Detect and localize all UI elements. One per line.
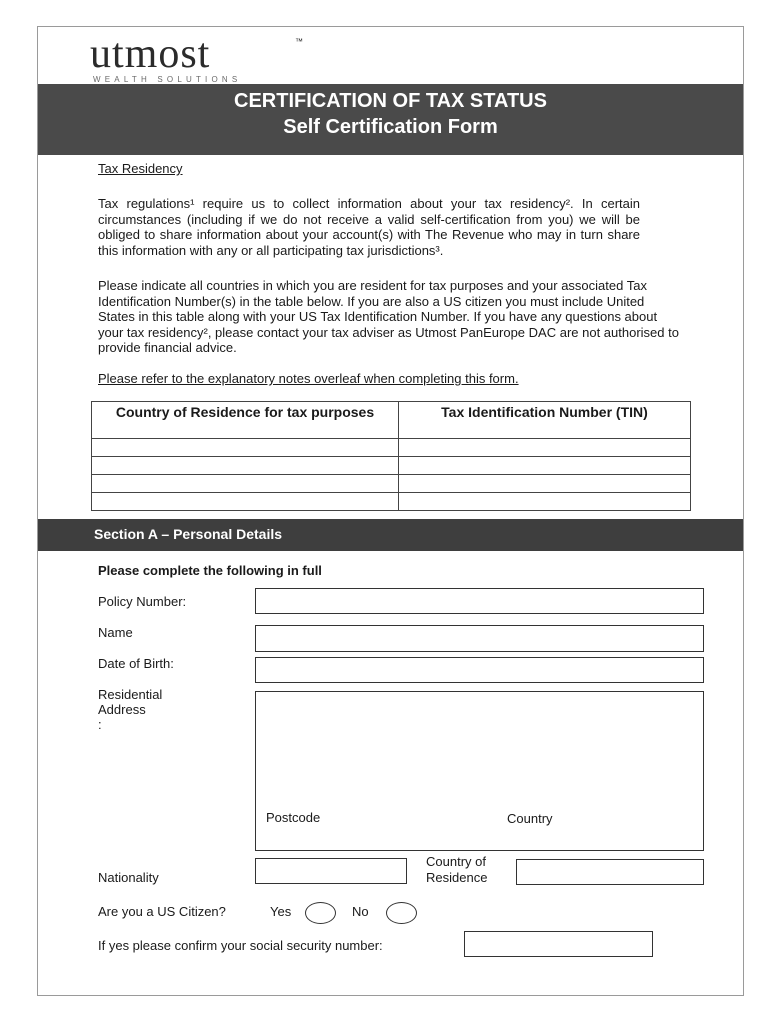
tin-cell[interactable] (399, 457, 691, 475)
instruction-text: Please complete the following in full (98, 563, 322, 578)
country-cell[interactable] (92, 493, 399, 511)
ssn-field[interactable] (464, 931, 653, 957)
table-row (92, 475, 691, 493)
address-label-line-3: : (98, 717, 102, 732)
policy-number-label: Policy Number: (98, 594, 187, 609)
tin-cell[interactable] (399, 475, 691, 493)
section-a-banner (38, 519, 743, 551)
residential-address-label (98, 687, 162, 732)
postcode-label: Postcode (266, 810, 321, 825)
residential-address-field[interactable] (255, 691, 704, 851)
logo-trademark: ™ (295, 37, 303, 46)
yes-label: Yes (270, 904, 292, 919)
country-cell[interactable] (92, 457, 399, 475)
table-row (92, 457, 691, 475)
form-subtitle: Self Certification Form (283, 116, 498, 138)
us-citizen-question: Are you a US Citizen? (98, 904, 226, 919)
col-country-of-residence: Country of Residence for tax purposes (92, 402, 399, 439)
tax-residency-paragraph-2: Please indicate all countries in which you are resident for tax purposes and your associated Tax Identification Number(s) in the table below. If you are also a US citizen you must include United States in this table along with your US Tax Identification Number. If you have any questions about your tax residency², please contact your tax adviser as Utmost PanEurope DAC are not authorised to provide financial advice. (98, 278, 679, 355)
title-banner (38, 84, 743, 155)
explanatory-notes-link: Please refer to the explanatory notes overleaf when completing this form. (98, 371, 519, 386)
table-header-row (92, 402, 691, 439)
policy-number-field[interactable] (255, 588, 704, 614)
tin-cell[interactable] (399, 493, 691, 511)
date-of-birth-field[interactable] (255, 657, 704, 683)
tax-residency-heading: Tax Residency (98, 161, 183, 176)
col-tin: Tax Identification Number (TIN) (399, 402, 691, 439)
address-label-line-2: Address (98, 702, 146, 717)
table-row (92, 493, 691, 511)
section-a-title: Section A – Personal Details (94, 526, 283, 542)
logo-tagline: WEALTH SOLUTIONS (93, 75, 242, 84)
company-logo (90, 31, 303, 84)
ssn-label: If yes please confirm your social security number: (98, 938, 383, 953)
country-label: Country (507, 811, 553, 826)
yes-radio[interactable] (305, 902, 336, 924)
form-page (37, 26, 744, 996)
tax-residency-paragraph-1: Tax regulations¹ require us to collect information about your tax residency². In certain circumstances (including if we do not receive a valid self-certification from you) we will be obliged to share information about your account(s) with The Revenue who may in turn share this information with any or all participating tax jurisdictions³. (98, 196, 640, 258)
name-label: Name (98, 625, 133, 640)
name-field[interactable] (255, 625, 704, 652)
tax-residency-table (91, 401, 691, 511)
country-cell[interactable] (92, 439, 399, 457)
nationality-field[interactable] (255, 858, 407, 884)
no-label: No (352, 904, 369, 919)
logo-wordmark: utmost (90, 31, 211, 77)
country-residence-line-1: Country of (426, 854, 486, 869)
no-radio[interactable] (386, 902, 417, 924)
address-label-line-1: Residential (98, 687, 163, 702)
country-residence-line-2: Residence (426, 870, 488, 885)
nationality-label: Nationality (98, 870, 159, 885)
country-of-residence-label (426, 854, 487, 886)
form-title: CERTIFICATION OF TAX STATUS (234, 90, 547, 112)
table-row (92, 439, 691, 457)
country-cell[interactable] (92, 475, 399, 493)
tin-cell[interactable] (399, 439, 691, 457)
country-of-residence-field[interactable] (516, 859, 704, 885)
date-of-birth-label: Date of Birth: (98, 656, 174, 671)
